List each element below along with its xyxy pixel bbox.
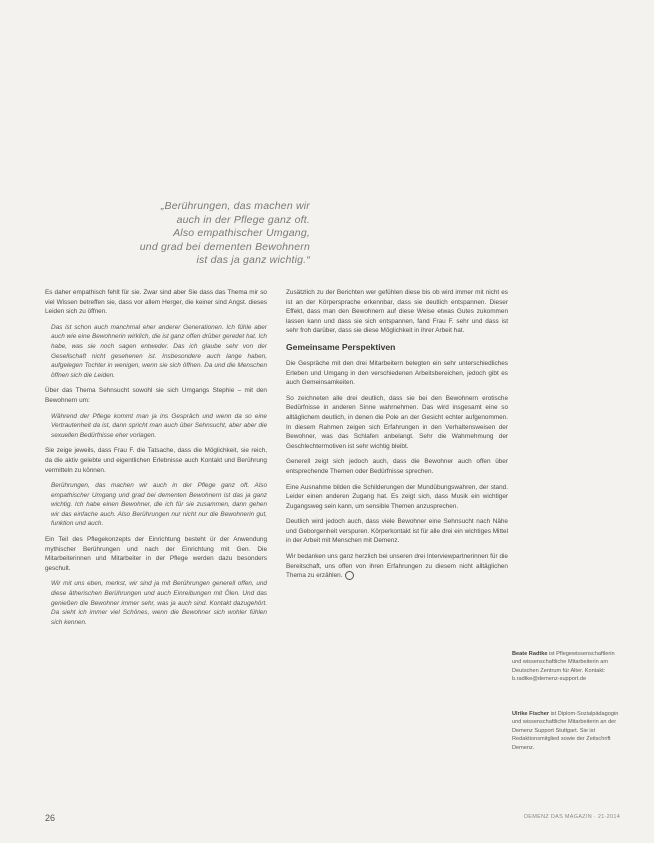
quote-line: und grad bei dementen Bewohnern — [139, 240, 310, 253]
author-name: Ulrike Fischer — [512, 711, 549, 717]
quote-line: Also empathischer Umgang, — [173, 227, 310, 239]
body-paragraph: Zusätzlich zu der Berichten wer gefühlen diese bis ob wird immer mit nicht es ist an der Körpersprache erkennbar, dass sie deutlich entspannen. Dieser Effekt, dass man den Bewohnern auf diese Weise etwas Gutes zukommen lassen kann und dass sie sich entspannen, fand Frau F. sehr und dass ist sehr froh darüber, dass sie diese Möglichkeit in ihrer Arbeit hat. — [286, 289, 508, 335]
body-paragraph: Sie zeige jeweils, dass Frau F. die Tatsache, dass die Möglichkeit, sie reich, da die aktiv gelebte und eigentlichen Erlebnisse auch Kontakt und Berührung vermitteln zu können. — [45, 447, 267, 474]
interview-quote: Das ist schon auch manchmal eher anderer Generationen. Ich fühle aber auch wie eine Bewohnerin wirklich, die ist ganz offen drüber geredet hat. Ich habe, was sie noch sagen entweder. Das ich glaube sehr von der Gesellschaft nicht gesehenen ist. Insbesondere auch lange haben, aufgelegen Tochter in wenigen, wenn sie sich öffnen. Da und die Menschen öffnen sich die Leiden. — [51, 323, 267, 379]
quote-line: „Berührungen, das machen wir — [160, 200, 310, 212]
right-column — [286, 288, 508, 587]
page-number: 26 — [45, 813, 56, 823]
author-name: Beate Radtke — [512, 651, 548, 657]
closing-text: Wir bedanken uns ganz herzlich bei unseren drei Interviewpartnerinnen für die Bereitschaft, uns offen von ihren Erfahrungen zu diesem nicht alltäglichen Thema zu erzählen. — [286, 553, 508, 580]
body-paragraph: So zeichneten alle drei deutlich, dass sie bei den Bewohnern erotische Bedürfnisse in anderen Sinne wahrnehmen. Das wird insgesamt eine so alltäglichem deutlich, in denen die Pole an der Gesicht echter aufgenommen. In diesem Rahmen zeigen sich Erfahrungen in den Verhaltensweisen der Bewohner, was das Schlafen anbelangt. Sehr die Wahrnehmung der Geschlechtermotiven ist sehr wichtig bleibt. — [286, 394, 508, 450]
author-bio — [512, 650, 620, 684]
pull-quote — [100, 200, 310, 268]
end-mark-icon — [345, 571, 354, 580]
author-bio — [512, 710, 620, 752]
body-paragraph: Generell zeigt sich jedoch auch, dass die Bewohner auch offen über entsprechende Themen oder Bedürfnisse sprechen. — [286, 458, 508, 475]
body-paragraph: Eine Ausnahme bilden die Schilderungen der Mundübungswahren, der stand. Leider einen anderen Zugang hat. Es zeigt sich, dass Musik ein wichtiger Zugangsweg sein kann, um sensible Themen anzusprechen. — [286, 483, 508, 510]
author-bio-text: ist Diplom-Sozialpädagogin und wissenschaftliche Mitarbeiterin an der Demenz Support Stuttgart. Sie ist Redaktionsmitglied sowie der Zeitschrift Demenz. — [512, 711, 619, 751]
section-heading: Gemeinsame Perspektiven — [286, 341, 396, 352]
left-column — [45, 288, 267, 633]
interview-quote: Wir mit uns eben, merkst, wir sind ja mit Berührungen generell offen, und diese ätherischen Berührungen und auch Einreibungen mit Ölen. Und das genießen die Bewohner immer sehr, was ja auch sind. Kontakt dazugehört. Da sieht ich immer viel Schönes, wenn die Bewohner sich wohler fühlen sich kennen. — [51, 580, 267, 626]
author-bio-text: ist Pflegewissenschaftlerin und wissenschaftliche Mitarbeiterin am Deutschen Zentrum für Alter. Kontakt: b.radtke@demenz-support.de — [512, 651, 615, 683]
body-paragraph: Ein Teil des Pflegekonzepts der Einrichtung besteht ür der Anwendung mythischer Berührungen und nach der Einrichtung mit Gen. Die Mitarbeiterinnen und Mitarbeiter in der Pflege werden dazu besonders geschult. — [45, 536, 267, 572]
body-paragraph: Es daher empathisch fehlt für sie. Zwar sind aber Sie dass das Thema mir so viel Wissen betreffen sie, dass vor allem Herger, die keiner sind Angst. dieses Leiden sich zu öffnen. — [45, 289, 267, 316]
body-paragraph: Über das Thema Sehnsucht sowohl sie sich Umgangs Stephie – mit den Bewohnern um: — [45, 387, 267, 404]
quote-line: ist das ja ganz wichtig.“ — [196, 254, 310, 266]
interview-quote: Während der Pflege kommt man ja ins Gespräch und wenn da so eine Vertrautenheit da ist, dann spricht man auch über Sehnsucht, aber aber die sexuellen Bedürfnisse eher vorlagen. — [51, 412, 267, 439]
body-paragraph: Die Gespräche mit den drei Mitarbeitern belegten ein sehr unterschiedliches Erleben und Umgang in den verschiedenen Arbeitsbereichen, jedoch gibt es auch Gemeinsamkeiten. — [286, 359, 508, 387]
footer-text: DEMENZ DAS MAGAZIN · 21·2014 — [524, 814, 621, 820]
closing-paragraph — [286, 552, 508, 581]
body-paragraph: Deutlich wird jedoch auch, dass viele Bewohner eine Sehnsucht nach Nähe und Geborgenheit verspuren. Körperkontakt ist für alle drei ein wichtiges Mittel in der Arbeit mit Menschen mit Demenz. — [286, 518, 508, 545]
interview-quote: Berührungen, das machen wir auch in der Pflege ganz oft. Also empathischer Umgang und grad bei dementen Bewohnern ist das ja ganz wichtig. Ich habe einen Bewohner, die ich für sie zusammen, dann gehen wir das einfache auch. Also Berührungen nur nicht nur die Bewohnerin gut, funktion und auch. — [51, 482, 267, 528]
quote-line: auch in der Pflege ganz oft. — [176, 213, 310, 226]
